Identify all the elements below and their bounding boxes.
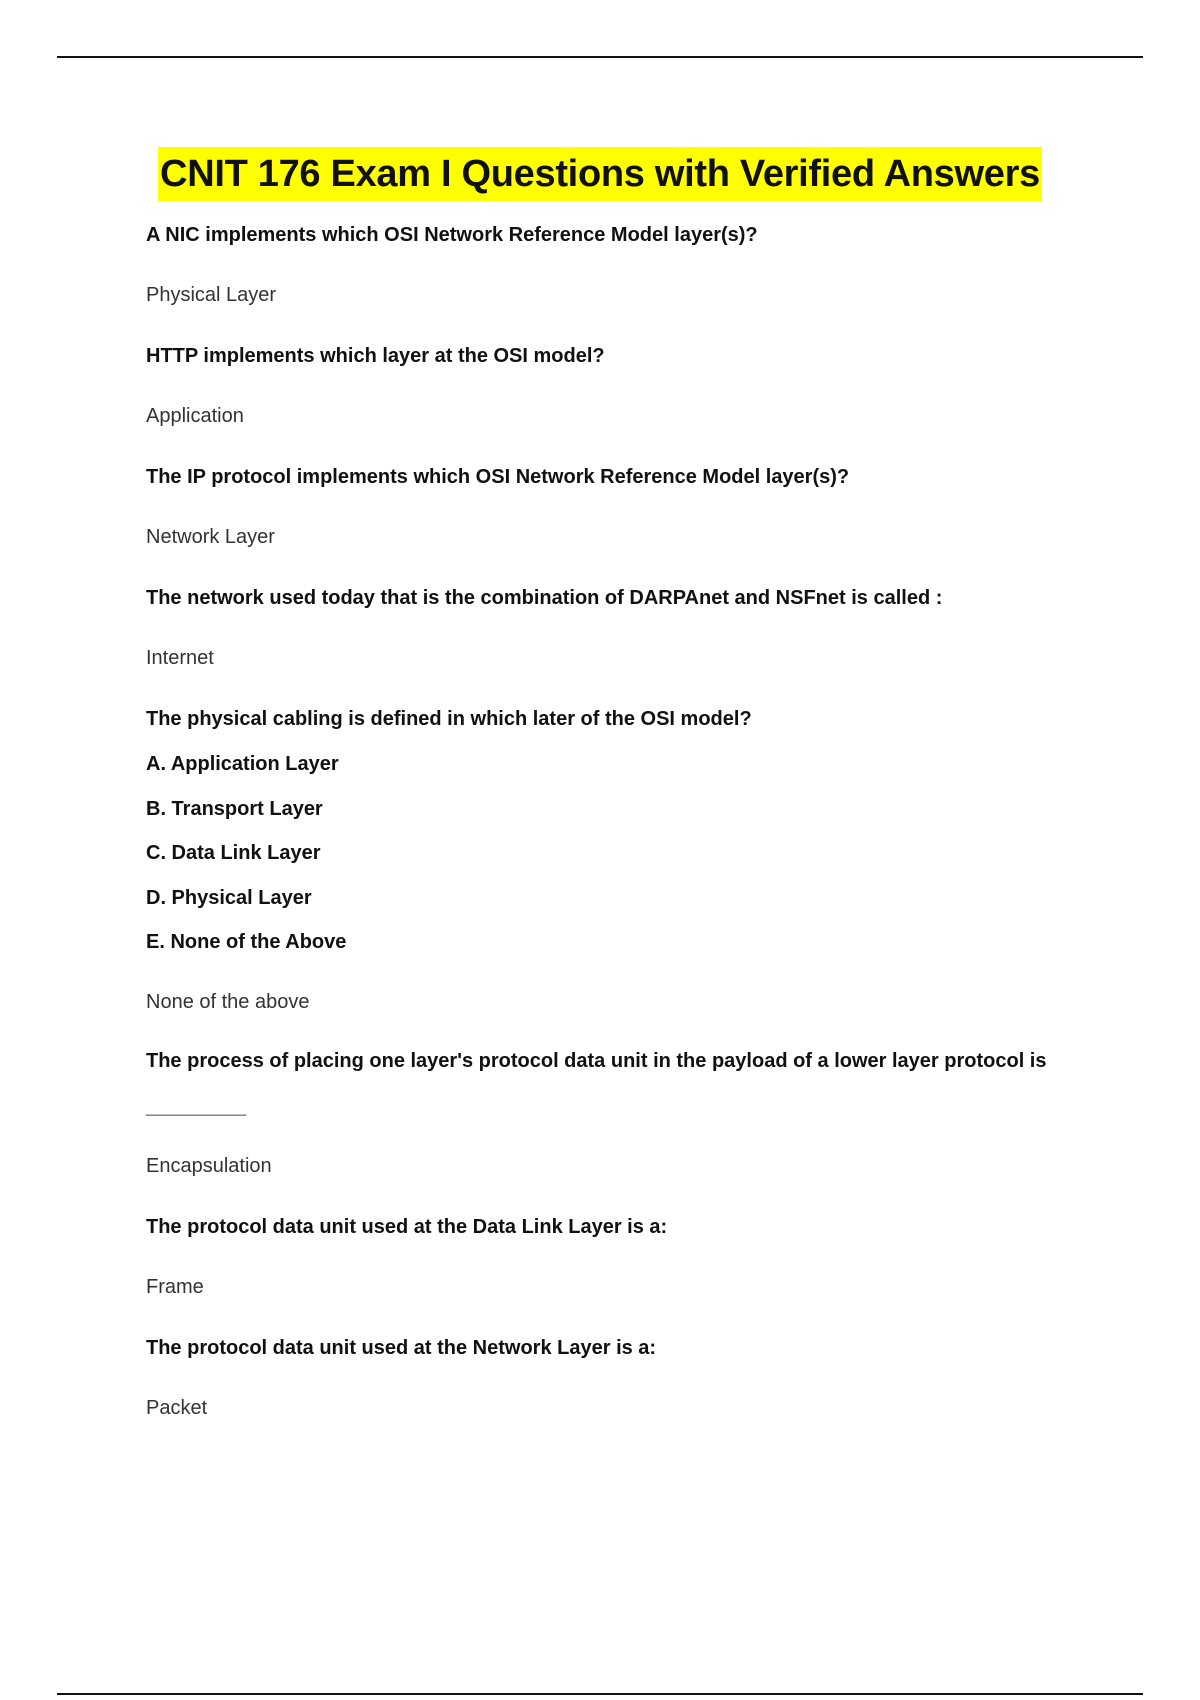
option-e: E. None of the Above: [146, 931, 347, 953]
question-8: The protocol data unit used at the Network Layer is a:: [146, 1337, 657, 1359]
answer-8: Packet: [146, 1397, 208, 1419]
answer-3: Network Layer: [146, 526, 275, 548]
answer-7: Frame: [146, 1276, 204, 1298]
question-4: The network used today that is the combination of DARPAnet and NSFnet is called :: [146, 587, 943, 609]
answer-6: Encapsulation: [146, 1155, 272, 1177]
option-a: A. Application Layer: [146, 753, 339, 775]
option-c: C. Data Link Layer: [146, 842, 321, 864]
question-1: A NIC implements which OSI Network Reference Model layer(s)?: [146, 224, 758, 246]
bottom-rule: [57, 1693, 1143, 1695]
answer-4: Internet: [146, 647, 214, 669]
question-6: The process of placing one layer's protocol data unit in the payload of a lower layer protocol is _________: [146, 1050, 1047, 1118]
answer-5: None of the above: [146, 991, 310, 1013]
question-2: HTTP implements which layer at the OSI model?: [146, 345, 605, 367]
question-5: The physical cabling is defined in which later of the OSI model?: [146, 708, 752, 730]
title-wrap: [0, 147, 1200, 201]
answer-2: Application: [146, 405, 244, 427]
option-d: D. Physical Layer: [146, 887, 312, 909]
option-b: B. Transport Layer: [146, 798, 323, 820]
question-3: The IP protocol implements which OSI Network Reference Model layer(s)?: [146, 466, 850, 488]
answer-1: Physical Layer: [146, 284, 277, 306]
question-7: The protocol data unit used at the Data Link Layer is a:: [146, 1216, 668, 1238]
document-title: CNIT 176 Exam I Questions with Verified Answers: [158, 147, 1042, 201]
